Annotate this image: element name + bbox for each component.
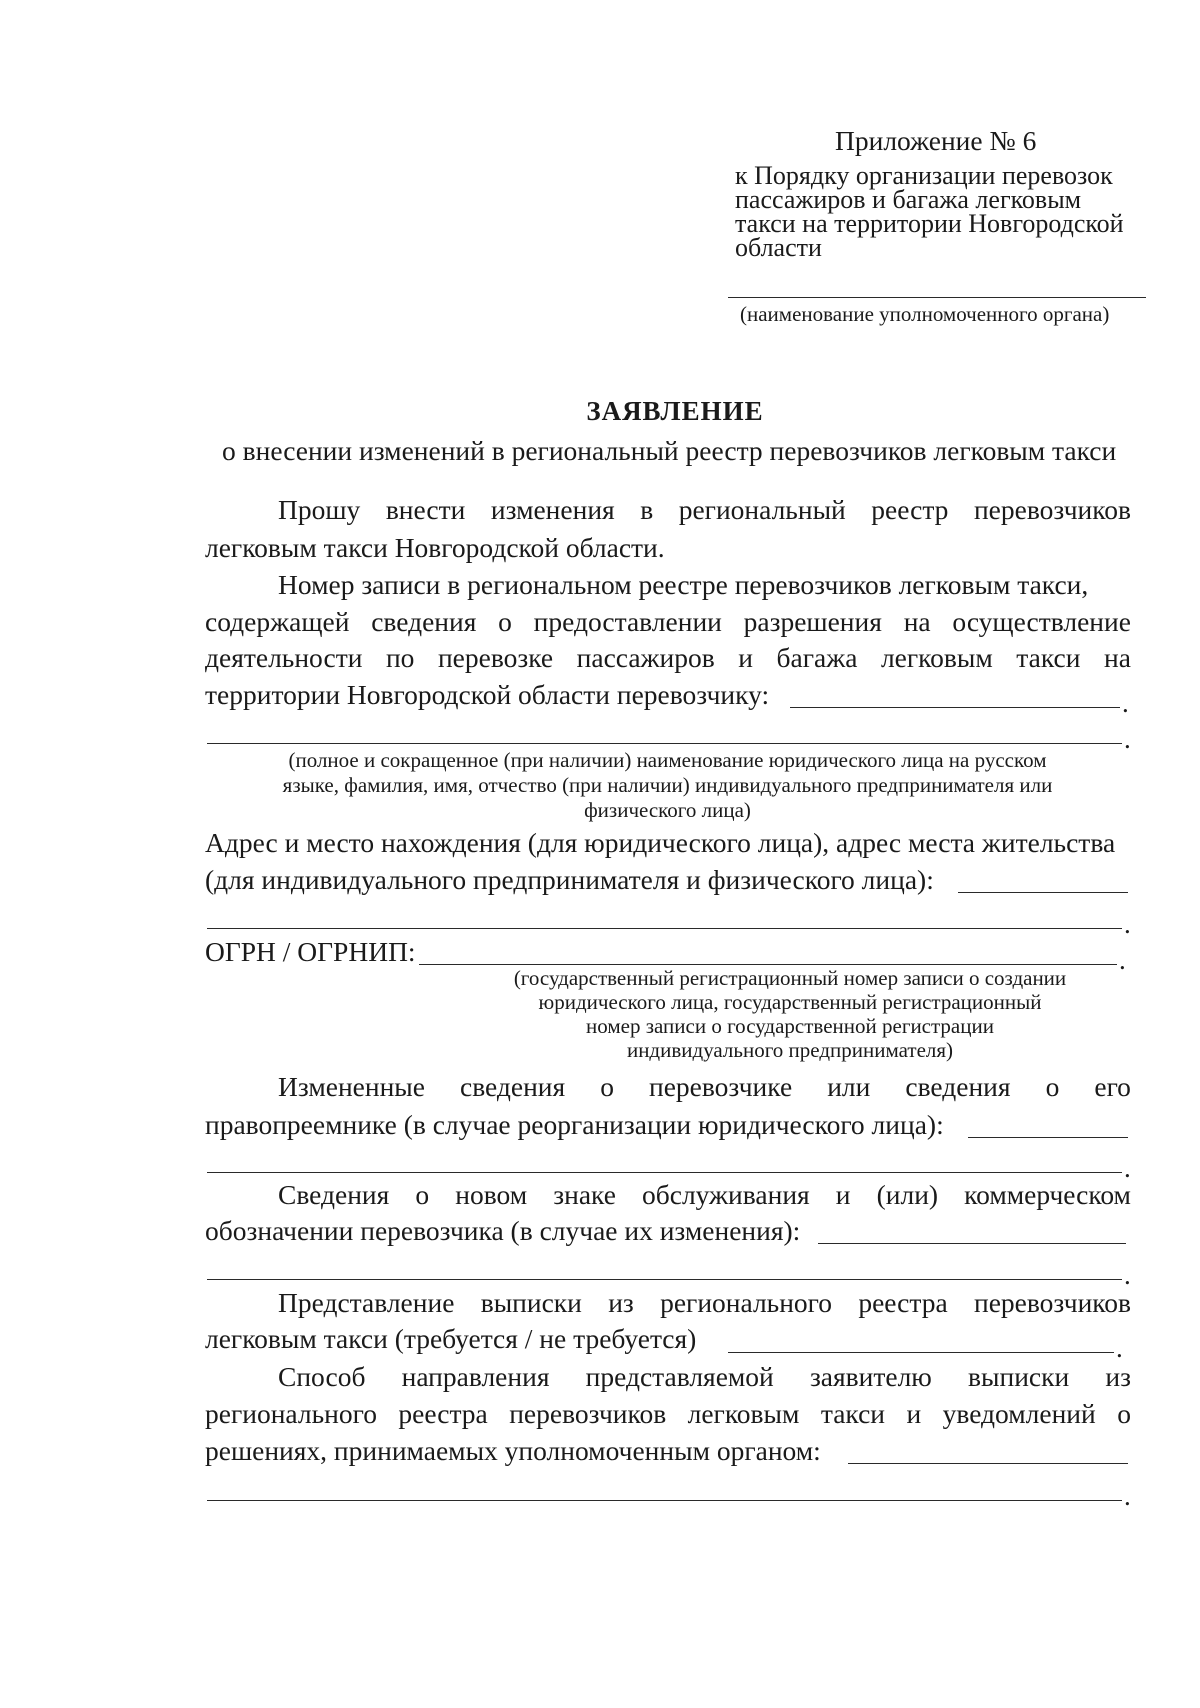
para2-line2: содержащей сведения о предоставлении разрешения на осуществление bbox=[205, 606, 1131, 637]
period-mark: . bbox=[1119, 945, 1126, 975]
document-subtitle: о внесении изменений в региональный реестр перевозчиков легковым такси bbox=[222, 435, 1117, 466]
para2-line1: Номер записи в региональном реестре перевозчиков легковым такси, bbox=[278, 569, 1089, 600]
appendix-title: Приложение № 6 bbox=[835, 125, 1037, 156]
caption-line: индивидуального предпринимателя) bbox=[626, 1038, 954, 1062]
ogrn-label: ОГРН / ОГРНИП: bbox=[205, 936, 416, 967]
extract-line2: легковым такси (требуется / не требуется) bbox=[205, 1323, 697, 1354]
caption-line: языке, фамилия, имя, отчество (при наличии) индивидуального предпринимателя или bbox=[282, 773, 1053, 797]
address-blank[interactable] bbox=[207, 928, 1122, 929]
ogrn-caption bbox=[430, 966, 1150, 1062]
method-line3: решениях, принимаемых уполномоченным органом: bbox=[205, 1435, 821, 1466]
appendix-ref-line: к Порядку организации перевозок bbox=[735, 161, 1113, 190]
period-mark: . bbox=[1122, 688, 1129, 718]
carrier-name-blank[interactable] bbox=[207, 743, 1122, 744]
service-mark-line2: обозначении перевозчика (в случае их изменения): bbox=[205, 1215, 801, 1246]
period-mark: . bbox=[1124, 1153, 1131, 1183]
appendix-ref-line: пассажиров и багажа легковым bbox=[735, 185, 1082, 214]
period-mark: . bbox=[1124, 1260, 1131, 1290]
address-line1: Адрес и место нахождения (для юридического лица), адрес места жительства bbox=[205, 827, 1116, 858]
caption-line: номер записи о государственной регистрации bbox=[586, 1014, 994, 1038]
changes-line2: правопреемнике (в случае реорганизации юридического лица): bbox=[205, 1109, 944, 1140]
method-line2: регионального реестра перевозчиков легковым такси и уведомлений о bbox=[205, 1398, 1131, 1429]
appendix-reference bbox=[735, 161, 1124, 262]
para2-line4: территории Новгородской области перевозчику: bbox=[205, 679, 770, 710]
service-mark-line1: Сведения о новом знаке обслуживания и (или) коммерческом bbox=[278, 1179, 1131, 1210]
period-mark: . bbox=[1124, 1481, 1131, 1511]
changes-blank-inline[interactable] bbox=[968, 1137, 1128, 1138]
record-number-blank[interactable] bbox=[790, 707, 1120, 708]
period-mark: . bbox=[1124, 724, 1131, 754]
service-mark-blank-inline[interactable] bbox=[818, 1243, 1126, 1244]
carrier-name-caption bbox=[205, 748, 1130, 823]
para1-line1: Прошу внести изменения в региональный реестр перевозчиков bbox=[278, 494, 1131, 525]
authority-caption: (наименование уполномоченного органа) bbox=[740, 302, 1110, 326]
period-mark: . bbox=[1116, 1333, 1123, 1363]
para2-line3: деятельности по перевозке пассажиров и багажа легковым такси на bbox=[205, 642, 1131, 673]
caption-line: (государственный регистрационный номер записи о создании bbox=[513, 966, 1067, 990]
method-line1: Способ направления представляемой заявителю выписки из bbox=[278, 1361, 1131, 1392]
extract-line1: Представление выписки из регионального реестра перевозчиков bbox=[278, 1287, 1131, 1318]
appendix-ref-line: области bbox=[735, 233, 822, 262]
extract-blank[interactable] bbox=[728, 1352, 1114, 1353]
address-blank-inline[interactable] bbox=[958, 892, 1128, 893]
caption-line: юридического лица, государственный регистрационный bbox=[538, 990, 1042, 1014]
caption-line: (полное и сокращенное (при наличии) наименование юридического лица на русском bbox=[288, 748, 1047, 772]
ogrn-blank[interactable] bbox=[419, 964, 1117, 965]
changes-blank[interactable] bbox=[207, 1172, 1122, 1173]
caption-line: физического лица) bbox=[584, 798, 751, 822]
para1-line2: легковым такси Новгородской области. bbox=[205, 532, 665, 563]
method-blank[interactable] bbox=[207, 1500, 1122, 1501]
method-blank-inline[interactable] bbox=[848, 1463, 1128, 1464]
service-mark-blank[interactable] bbox=[207, 1279, 1122, 1280]
address-line2: (для индивидуального предпринимателя и физического лица): bbox=[205, 864, 934, 895]
period-mark: . bbox=[1124, 909, 1131, 939]
changes-line1: Измененные сведения о перевозчике или сведения о его bbox=[278, 1071, 1131, 1102]
document-title: ЗАЯВЛЕНИЕ bbox=[586, 396, 764, 426]
authority-blank-line[interactable] bbox=[728, 297, 1146, 298]
appendix-ref-line: такси на территории Новгородской bbox=[735, 209, 1124, 238]
